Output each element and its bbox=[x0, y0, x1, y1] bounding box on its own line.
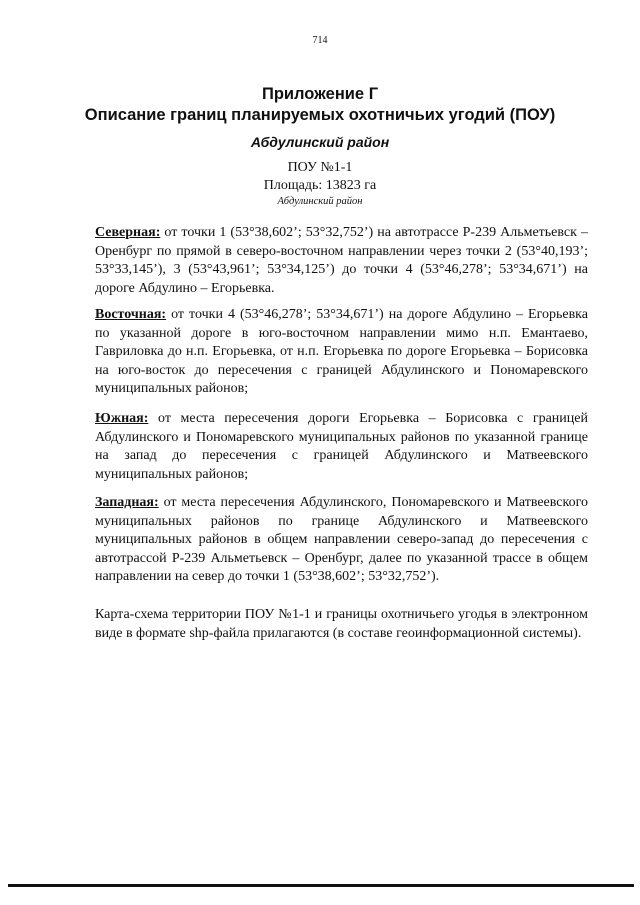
pou-header bbox=[0, 159, 640, 208]
boundary-east-text: от точки 4 (53°46,278’; 53°34,671’) на дороге Абдулино – Егорьевка по указанной дороге в юго-восточном направлении мимо н.п. Емантаево, Гавриловка до н.п. Егорьевка, от н.п. Егорьевка по дороге Егорьевка – Борисовка на юго-восток до пересечения с границей Абдулинского и Пономаревского муниципальных районов; bbox=[95, 307, 588, 396]
boundary-east bbox=[95, 306, 588, 399]
boundary-south-label: Южная: bbox=[95, 411, 149, 426]
appendix-title-line1: Приложение Г bbox=[261, 85, 379, 103]
boundary-south bbox=[95, 410, 588, 484]
pou-name: ПОУ №1-1 bbox=[287, 160, 353, 175]
boundary-north bbox=[95, 224, 588, 298]
pou-area: Площадь: 13823 га bbox=[263, 178, 377, 193]
boundary-west-label: Западная: bbox=[95, 495, 159, 510]
boundary-north-label: Северная: bbox=[95, 225, 161, 240]
boundary-north-text: от точки 1 (53°38,602’; 53°32,752’) на автотрассе Р-239 Альметьевск – Оренбург по прямой в северо-восточном направлении через точки 2 (53°40,193’; 53°33,145’), 3 (53°43,961’; 53°34,125’) до точки 4 (53°46,278’; 53°34,671’) на дороге Абдулино – Егорьевка. bbox=[95, 225, 588, 296]
boundary-west bbox=[95, 494, 588, 587]
appendix-title bbox=[0, 84, 640, 126]
bottom-rule bbox=[8, 884, 634, 887]
appendix-title-line2: Описание границ планируемых охотничьих угодий (ПОУ) bbox=[84, 106, 556, 124]
pou-district: Абдулинский район bbox=[277, 196, 363, 207]
boundary-east-label: Восточная: bbox=[95, 307, 167, 322]
page-number: 714 bbox=[312, 35, 328, 46]
boundary-west-text: от места пересечения Абдулинского, Пономаревского и Матвеевского муниципальных районов по границе Абдулинского и Матвеевского муниципальных районов в общем направлении северо-запад до пересечения с автотрассой Р-239 Альметьевск – Оренбург, далее по указанной трассе в общем направлении на север до точки 1 (53°38,602’; 53°32,752’). bbox=[95, 495, 588, 584]
map-note: Карта-схема территории ПОУ №1-1 и границы охотничьего угодья в электронном виде в формате shp-файла прилагаются (в составе геоинформационной системы). bbox=[95, 607, 588, 641]
boundary-south-text: от места пересечения дороги Егорьевка – Борисовка с границей Абдулинского и Пономаревского муниципальных районов по указанной границе на запад до пересечения с границей Абдулинского и Матвеевского муниципальных районов; bbox=[95, 411, 588, 482]
district-heading: Абдулинский район bbox=[250, 134, 390, 150]
